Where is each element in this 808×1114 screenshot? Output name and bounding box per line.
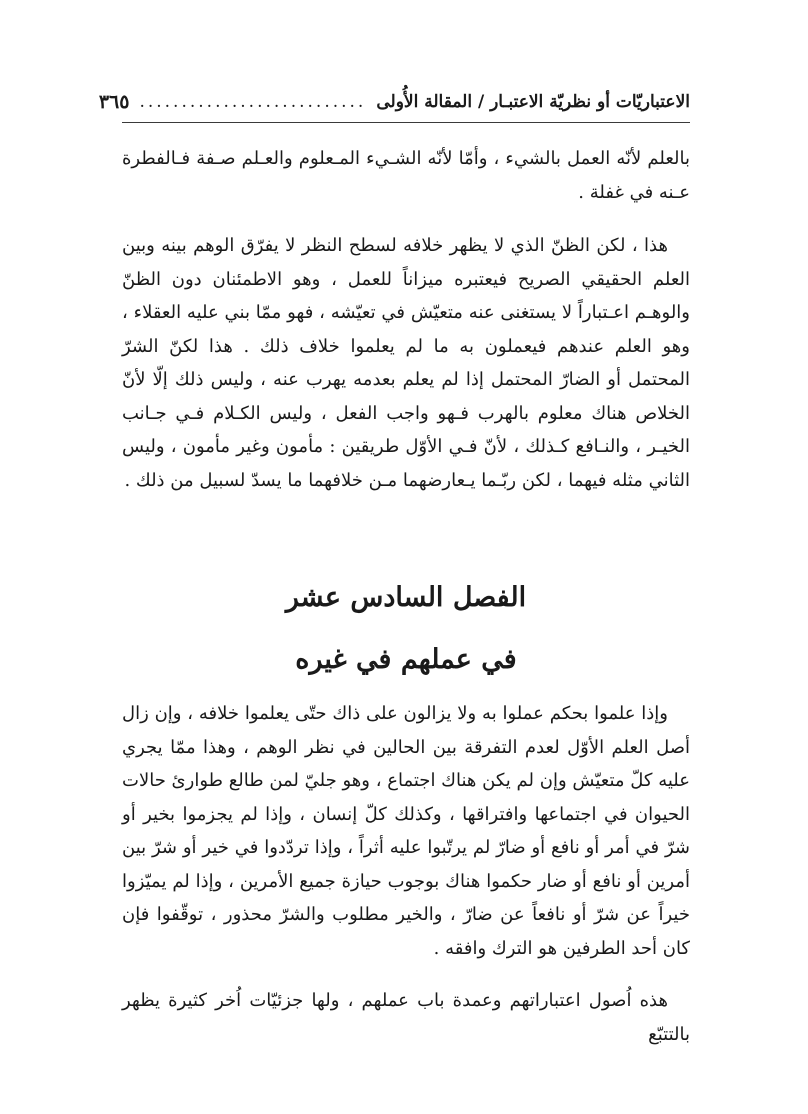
paragraph-text: وإذا علموا بحكم عملوا به ولا يزالون على ذاك حتّى يعلموا خلافه ، وإن زال أصل العلم الأوّل لعدم التفرقة بين الحالين في نظر الوهم ، وهذا ممّا يجري عليه كلّ متعيّش وإن لم يكن هناك اجتماع ، وهو جليّ لمن طالع طوارئ حالات الحيوان في اجتماعها وافتراقها ، وكذلك كلّ إنسان ، وإذا لم يجزموا بخير أو شرّ في أمر أو نافع أو ضارّ لم يرتّبوا عليه أثراً ، وإذا تردّدوا في خير أو شرّ بين أمرين أو نافع أو ضار حكموا هناك بوجوب حيازة جميع الأمرين ، وإذا لم يميّزوا خيراً عن شرّ أو نافعاً عن ضارّ ، والخير مطلوب والشرّ محذور ، توقّفوا فإن كان أحد الطرفين هو الترك وافقه . — [122, 703, 690, 959]
paragraph-text: هذا ، لكن الظنّ الذي لا يظهر خلافه لسطح النظر لا يفرّق الوهم بينه وبين العلم الحقيقي الصريح فيعتبره ميزاناً للعمل ، وهو الاطمئنان دون الظنّ والوهـم اعـتباراً لا يستغنى عنه متعيّش في تعيّشه ، فهو ممّا بني عليه العقلاء ، وهو العلم عندهم فيعملون به ما لم يعلموا خلاف ذلك . هذا لكنّ الشرّ المحتمل أو الضارّ المحتمل إذا لم يعلم بعدمه يهرب عنه ، وليس ذلك إلّا لأنّ الخلاص هناك معلوم بالهرب فـهو واجب الفعل ، وليس الكـلام فـي جـانب الخيـر ، والنـافع كـذلك ، لأنّ فـي الأوّل طريقين : مأمون وغير مأمون ، وليس الثاني مثله فيهما ، لكن ربّـما يـعارضهما مـن خلافهما ما يسدّ لسبيل من ذلك . — [122, 235, 690, 491]
running-header — [98, 84, 690, 120]
chapter-subtitle: في عملهم في غيره — [295, 644, 517, 675]
chapter-heading: الفصل السادس عشر — [285, 582, 527, 613]
paragraph-text: هذه اُصول اعتباراتهم وعمدة باب عملهم ، ولها جزئيّات اُخر كثيرة يظهر بالتتبّع — [122, 990, 690, 1045]
header-title: الاعتباريّات أو نظريّة الاعتبـار / المقالة الأُولى — [376, 92, 690, 112]
paragraph-2 — [122, 229, 690, 497]
paragraph-4 — [122, 984, 690, 1051]
page-number: ٣٦٥ — [98, 91, 130, 113]
paragraph-text: بالعلم لأنّه العمل بالشيء ، وأمّا لأنّه الشـيء المـعلوم والعـلم صـفة فـالفطرة عـنه في غفلة . — [122, 148, 690, 203]
paragraph-3 — [122, 697, 690, 965]
header-rule — [122, 122, 690, 123]
header-dot-leader: ........................... — [139, 92, 367, 112]
paragraph-continuation — [122, 142, 690, 209]
